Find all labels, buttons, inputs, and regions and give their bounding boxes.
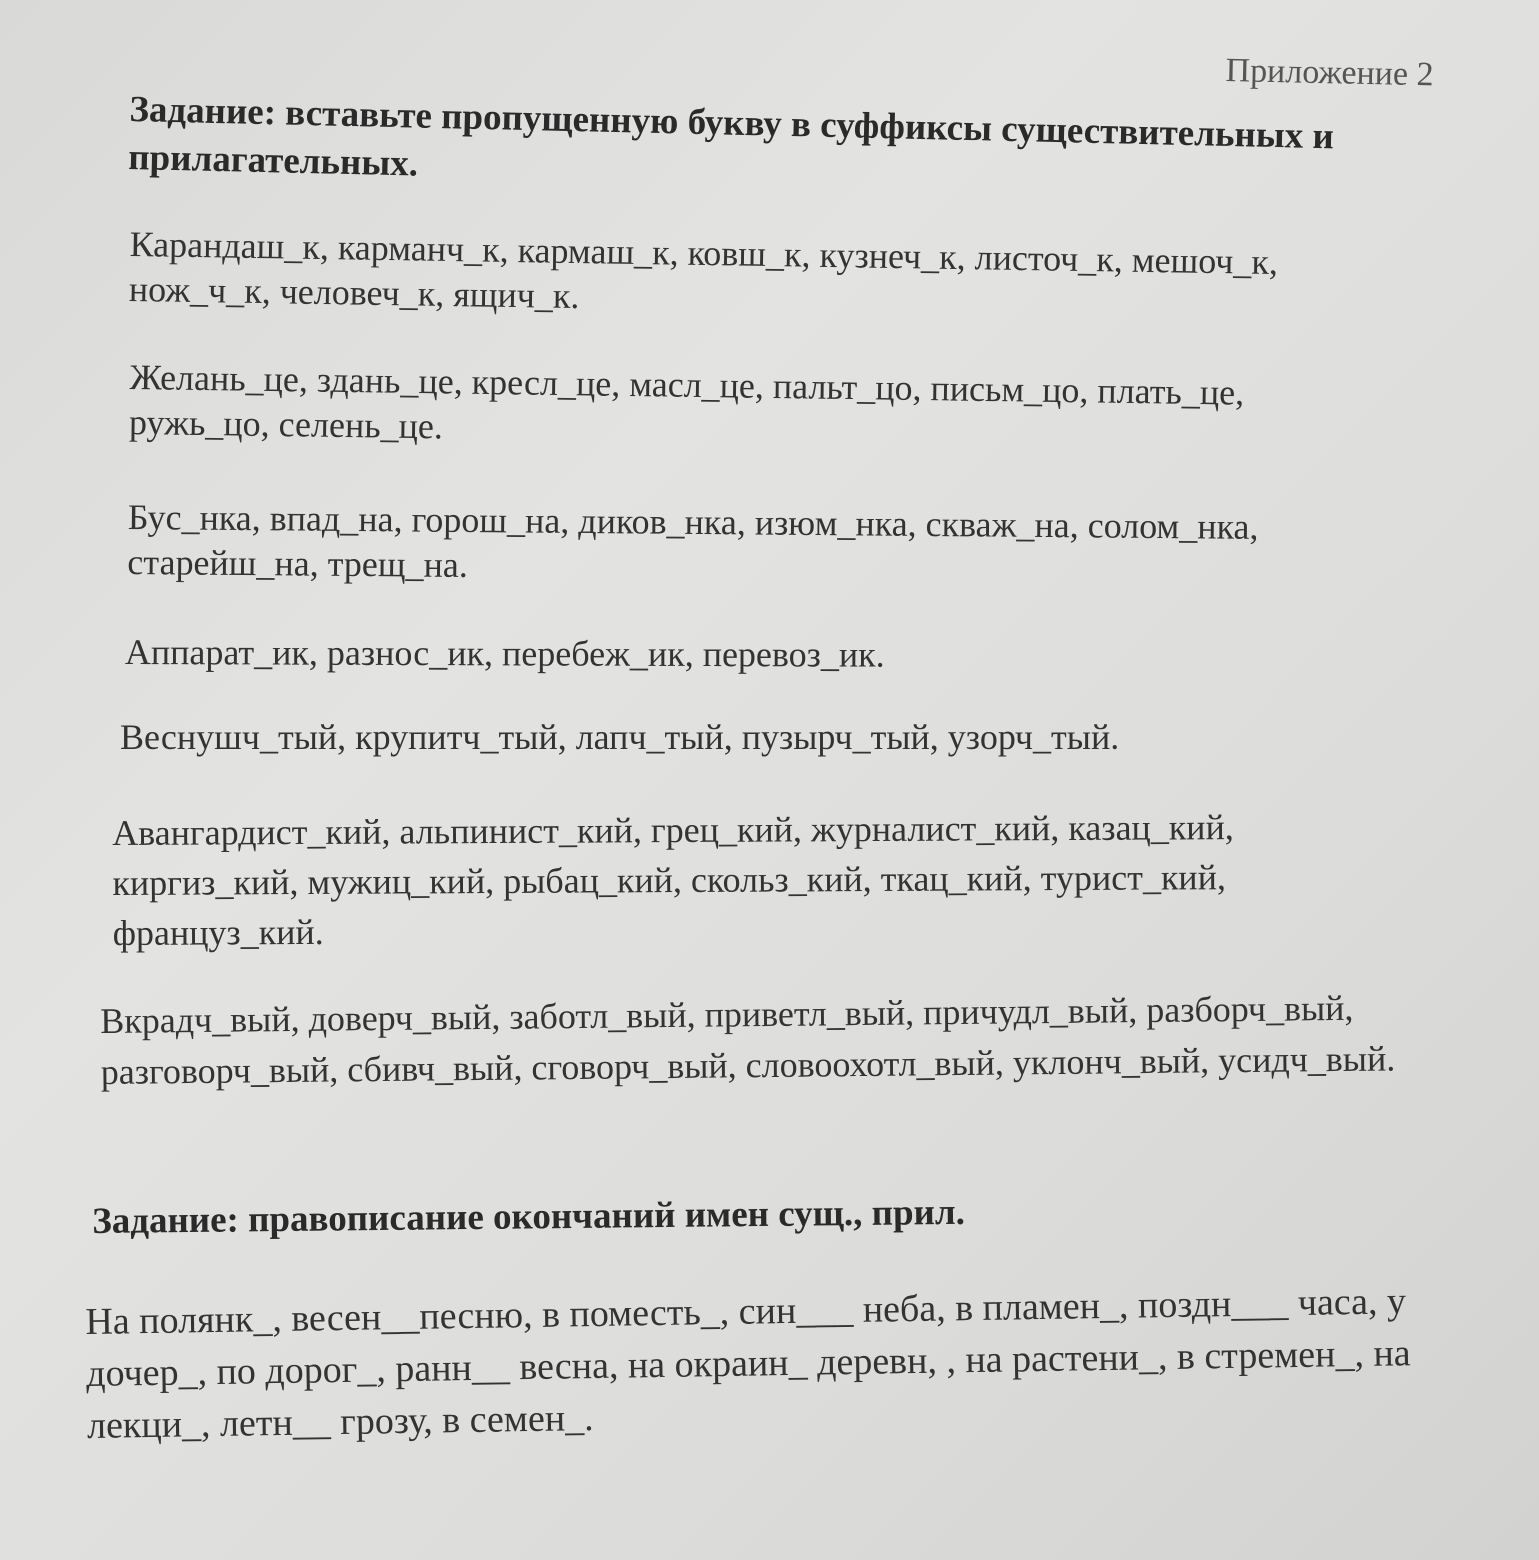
task2-title: Задание: правописание окончаний имен сущ., прил. [92,1191,966,1242]
exercise-paragraph-6: Авангардист_кий, альпинист_кий, грец_кий, журналист_кий, казац_кий, киргиз_кий, мужиц_кий, рыбац_кий, скольз_кий, ткац_кий, турист_кий, француз_кий. [112,807,1234,953]
exercise-paragraph-2: Желань_це, здань_це, кресл_це, масл_це, пальт_цо, письм_цо, плать_це, ружь_цо, селень_це. [128,356,1245,447]
exercise-paragraph-4: Аппарат_ик, разнос_ик, перебеж_ик, перевоз_ик. [124,632,885,675]
task2-paragraph: На полянк_, весен__песню, в поместь_, син___ неба, в пламен_, поздн___ часа, у дочер_, по дорог_, ранн__ весна, на окраин_ деревн, , на растени_, в стремен_, на лекци_, летн__ грозу, в семен_. [85,1280,1411,1447]
appendix-label: Приложение 2 [1225,52,1434,94]
exercise-paragraph-3: Бус_нка, впад_на, горош_на, диков_нка, изюм_нка, скваж_на, солом_нка, старейш_на, трещ_на. [127,496,1259,585]
exercise-paragraph-7: Вкрадч_вый, доверч_вый, заботл_вый, приветл_вый, причудл_вый, разборч_вый, разговорч_вый, сбивч_вый, сговорч_вый, словоохотл_вый, уклонч_вый, усидч_вый. [100,987,1396,1092]
exercise-paragraph-5: Веснушч_тый, крупитч_тый, лапч_тый, пузырч_тый, узорч_тый. [120,717,1120,757]
exercise-paragraph-1: Карандаш_к, карманч_к, кармаш_к, ковш_к, кузнеч_к, листоч_к, мешоч_к, нож_ч_к, человеч_к, ящич_к. [128,223,1279,317]
task1-title: Задание: вставьте пропущенную букву в суффиксы существительных и прилагательных. [127,88,1335,185]
